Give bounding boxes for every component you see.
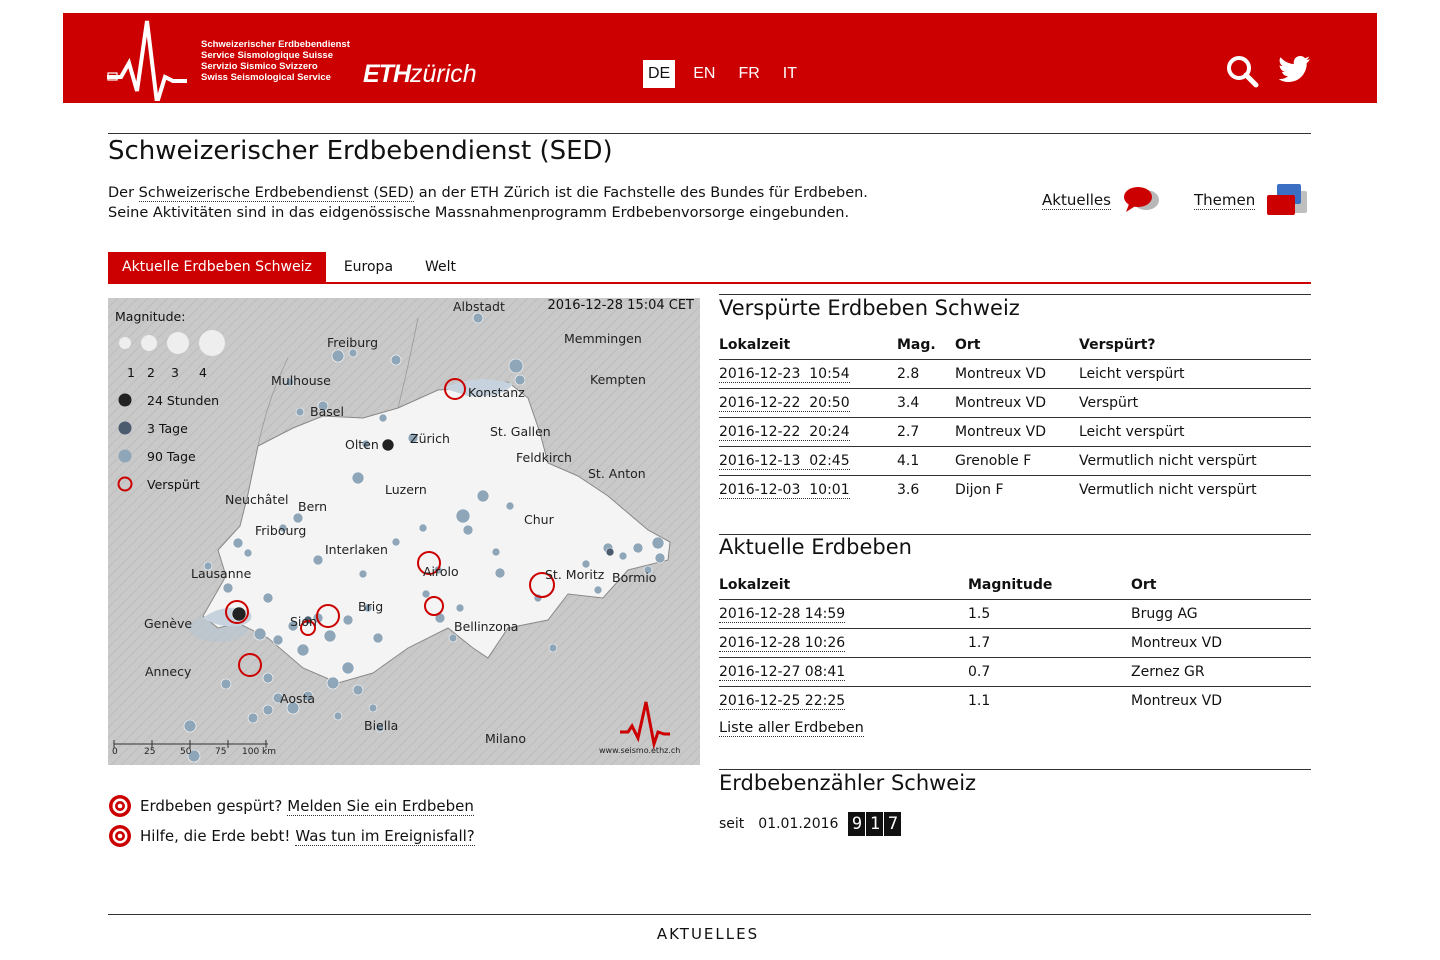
city-label: Zürich <box>410 431 450 446</box>
table-row <box>719 599 1311 628</box>
legend-mag-2: 2 <box>147 365 155 380</box>
city-label: Bern <box>298 499 328 514</box>
table-header-row <box>719 572 1311 599</box>
earthquake-map[interactable] <box>108 298 700 765</box>
city-label: Chur <box>524 512 554 527</box>
search-icon[interactable] <box>1226 55 1260 89</box>
felt-section-divider <box>719 294 1311 295</box>
felt-quakes-table <box>719 332 1311 504</box>
city-label: Airolo <box>423 564 459 579</box>
city-label: Luzern <box>385 482 427 497</box>
table-row <box>719 417 1311 446</box>
city-label: Albstadt <box>453 299 505 314</box>
col-lokalzeit: Lokalzeit <box>719 572 968 599</box>
legend-mag-1: 1 <box>127 365 135 380</box>
top-divider <box>108 133 1311 134</box>
city-label: Olten <box>345 437 379 452</box>
quake-location: Montreux VD <box>955 388 1079 417</box>
language-switcher <box>643 60 815 88</box>
table-row <box>719 359 1311 388</box>
city-label: St. Gallen <box>490 424 551 439</box>
recent-section-title: Aktuelle Erdbeben <box>719 535 912 559</box>
sed-name-it: Servizio Sismico Svizzero <box>201 61 318 72</box>
quake-magnitude: 3.6 <box>897 481 920 498</box>
emergency-help-row <box>108 824 475 848</box>
scale-tick: 0 <box>112 747 118 757</box>
city-label: Mulhouse <box>271 373 331 388</box>
quake-felt-status: Vermutlich nicht verspürt <box>1079 481 1257 498</box>
city-label: Annecy <box>145 664 192 679</box>
quake-magnitude: 3.4 <box>897 388 955 417</box>
table-row <box>719 388 1311 417</box>
themen-link[interactable] <box>1194 183 1311 217</box>
counter-digit: 7 <box>884 812 901 836</box>
page-title: Schweizerischer Erdbebendienst (SED) <box>108 136 613 166</box>
city-label: Kempten <box>590 372 646 387</box>
map-legend-title: Magnitude: <box>115 309 186 324</box>
city-label: Fribourg <box>255 523 307 538</box>
col-lokalzeit: Lokalzeit <box>719 332 897 359</box>
col-ort: Ort <box>1131 572 1311 599</box>
city-label: Bellinzona <box>454 619 519 634</box>
quake-region-tabs <box>108 252 1311 284</box>
legend-verspuert: Verspürt <box>147 477 200 492</box>
scale-tick: 100 km <box>242 747 277 757</box>
quake-time-link[interactable]: 2016-12-25 22:25 <box>719 692 846 709</box>
sed-link[interactable]: Schweizerische Erdbebendienst (SED) <box>138 185 415 201</box>
quake-time-link[interactable]: 2016-12-27 08:41 <box>719 663 846 680</box>
city-label: Genève <box>144 616 193 631</box>
twitter-icon[interactable] <box>1279 55 1311 83</box>
speech-bubbles-icon <box>1121 186 1161 214</box>
report-quake-text: Erdbeben gespürt? <box>140 797 283 815</box>
tab-welt[interactable]: Welt <box>425 259 457 275</box>
intro-text <box>108 183 868 223</box>
eth-zurich-logo[interactable] <box>363 59 477 89</box>
quake-time-link[interactable]: 2016-12-03 10:01 <box>719 481 850 498</box>
lang-fr[interactable]: FR <box>738 65 760 82</box>
bottom-divider <box>108 914 1311 915</box>
intro-line-1 <box>108 183 868 203</box>
col-ort: Ort <box>955 332 1079 359</box>
quake-magnitude: 2.7 <box>897 417 955 446</box>
quake-magnitude: 2.8 <box>897 359 955 388</box>
quake-magnitude: 4.1 <box>897 446 955 475</box>
lang-it[interactable]: IT <box>782 65 798 82</box>
lang-en[interactable]: EN <box>693 65 716 82</box>
quake-location: Zernez GR <box>1131 657 1311 686</box>
quake-location: Brugg AG <box>1131 599 1311 628</box>
tab-aktuelle-erdbeben-schweiz[interactable]: Aktuelle Erdbeben Schweiz <box>108 252 326 282</box>
table-header-row <box>719 332 1311 359</box>
map-credit: www.seismo.ethz.ch <box>599 746 681 755</box>
intro-line-1-after: an der ETH Zürich ist die Fachstelle des Bundes für Erdbeben. <box>414 185 868 201</box>
table-row <box>719 475 1311 504</box>
quake-felt-status: Leicht verspürt <box>1079 417 1311 446</box>
legend-3-tage: 3 Tage <box>147 421 188 436</box>
quake-magnitude: 1.5 <box>968 599 1131 628</box>
city-label: Interlaken <box>325 542 388 557</box>
legend-mag-4: 4 <box>199 365 207 380</box>
city-label: Freiburg <box>327 335 379 350</box>
quake-location: Grenoble F <box>955 446 1079 475</box>
emergency-help-text: Hilfe, die Erde bebt! <box>140 827 291 845</box>
sed-name-en: Swiss Seismological Service <box>201 72 331 83</box>
quake-location: Montreux VD <box>1131 692 1223 709</box>
quake-magnitude: 0.7 <box>968 657 1131 686</box>
felt-section-title: Verspürte Erdbeben Schweiz <box>719 296 1020 320</box>
legend-90-tage: 90 Tage <box>147 449 196 464</box>
emergency-help-link[interactable]: Was tun im Ereignisfall? <box>295 826 475 845</box>
city-label: Brig <box>358 599 384 614</box>
quake-time-link[interactable]: 2016-12-22 20:24 <box>719 423 850 440</box>
lang-de[interactable]: DE <box>643 60 675 88</box>
col-mag: Mag. <box>897 332 955 359</box>
aktuelles-section-heading: AKTUELLES <box>656 925 760 943</box>
table-row <box>719 686 1311 715</box>
quake-counter <box>719 812 902 836</box>
sed-name-de: Schweizerischer Erdbebendienst <box>201 39 350 50</box>
sed-logo[interactable] <box>107 19 192 101</box>
city-label: Sion <box>290 614 317 629</box>
city-label: Aosta <box>280 691 316 706</box>
target-icon <box>108 794 132 818</box>
quake-time-link[interactable]: 2016-12-22 20:50 <box>719 394 850 411</box>
counter-section-divider <box>719 769 1311 770</box>
counter-digit: 1 <box>866 812 883 836</box>
city-label: St. Moritz <box>545 567 605 582</box>
quake-felt-status: Vermutlich nicht verspürt <box>1079 446 1311 475</box>
city-label: Neuchâtel <box>225 492 289 507</box>
quake-felt-status: Leicht verspürt <box>1079 359 1311 388</box>
city-label: Konstanz <box>468 385 525 400</box>
eth-logo-bold: ETH <box>363 60 410 88</box>
counter-digit: 9 <box>848 812 865 836</box>
quake-time-link[interactable]: 2016-12-13 02:45 <box>719 452 850 469</box>
map-timestamp: 2016-12-28 15:04 CET <box>547 298 694 313</box>
tab-europa[interactable]: Europa <box>343 259 394 275</box>
quake-time-link[interactable]: 2016-12-28 10:26 <box>719 634 846 651</box>
themen-label: Themen <box>1194 190 1256 209</box>
city-label: Feldkirch <box>516 450 572 465</box>
quake-time-link[interactable]: 2016-12-28 14:59 <box>719 605 846 622</box>
table-row <box>719 446 1311 475</box>
city-label: St. Anton <box>588 466 646 481</box>
table-row <box>719 628 1311 657</box>
counter-since-date: 01.01.2016 <box>758 816 839 832</box>
map-graphic <box>108 298 700 765</box>
recent-quakes-table <box>719 572 1311 715</box>
city-label: Bormio <box>612 570 657 585</box>
col-verspuert: Verspürt? <box>1079 332 1311 359</box>
aktuelles-label: Aktuelles <box>1042 190 1111 209</box>
city-label: Memmingen <box>564 331 642 346</box>
quake-magnitude: 1.1 <box>968 692 991 709</box>
city-label: Milano <box>485 731 526 746</box>
city-label: Lausanne <box>191 566 252 581</box>
city-label: Biella <box>364 718 399 733</box>
quake-felt-status: Verspürt <box>1079 388 1311 417</box>
intro-line-1-before: Der <box>108 185 139 201</box>
table-row <box>719 657 1311 686</box>
counter-section-title: Erdbebenzähler Schweiz <box>719 771 977 795</box>
eth-logo-rest: zürich <box>410 60 477 88</box>
site-header <box>63 13 1377 103</box>
quake-location: Dijon F <box>955 481 1004 498</box>
quake-magnitude: 1.7 <box>968 628 1131 657</box>
report-quake-link[interactable]: Melden Sie ein Erdbeben <box>287 796 474 815</box>
scale-tick: 75 <box>215 747 227 757</box>
sed-name-fr: Service Sismologique Suisse <box>201 50 333 61</box>
target-icon <box>108 824 132 848</box>
topic-cards-icon <box>1265 183 1311 217</box>
scale-tick: 25 <box>144 747 156 757</box>
quake-location: Montreux VD <box>955 417 1079 446</box>
sed-institution-names[interactable] <box>201 39 350 83</box>
scale-tick: 50 <box>180 747 192 757</box>
list-all-quakes-link[interactable]: Liste aller Erdbeben <box>719 720 864 736</box>
report-quake-row <box>108 794 474 818</box>
city-label: Basel <box>310 404 344 419</box>
quake-location: Montreux VD <box>955 359 1079 388</box>
col-magnitude: Magnitude <box>968 572 1131 599</box>
intro-line-2: Seine Aktivitäten sind in das eidgenössische Massnahmenprogramm Erdbebenvorsorge eingebunden. <box>108 205 850 221</box>
counter-since-label: seit <box>719 816 745 832</box>
aktuelles-link[interactable] <box>1042 186 1161 214</box>
quake-time-link[interactable]: 2016-12-23 10:54 <box>719 365 850 382</box>
legend-mag-3: 3 <box>171 365 179 380</box>
quake-location: Montreux VD <box>1131 628 1311 657</box>
legend-24-stunden: 24 Stunden <box>147 393 220 408</box>
